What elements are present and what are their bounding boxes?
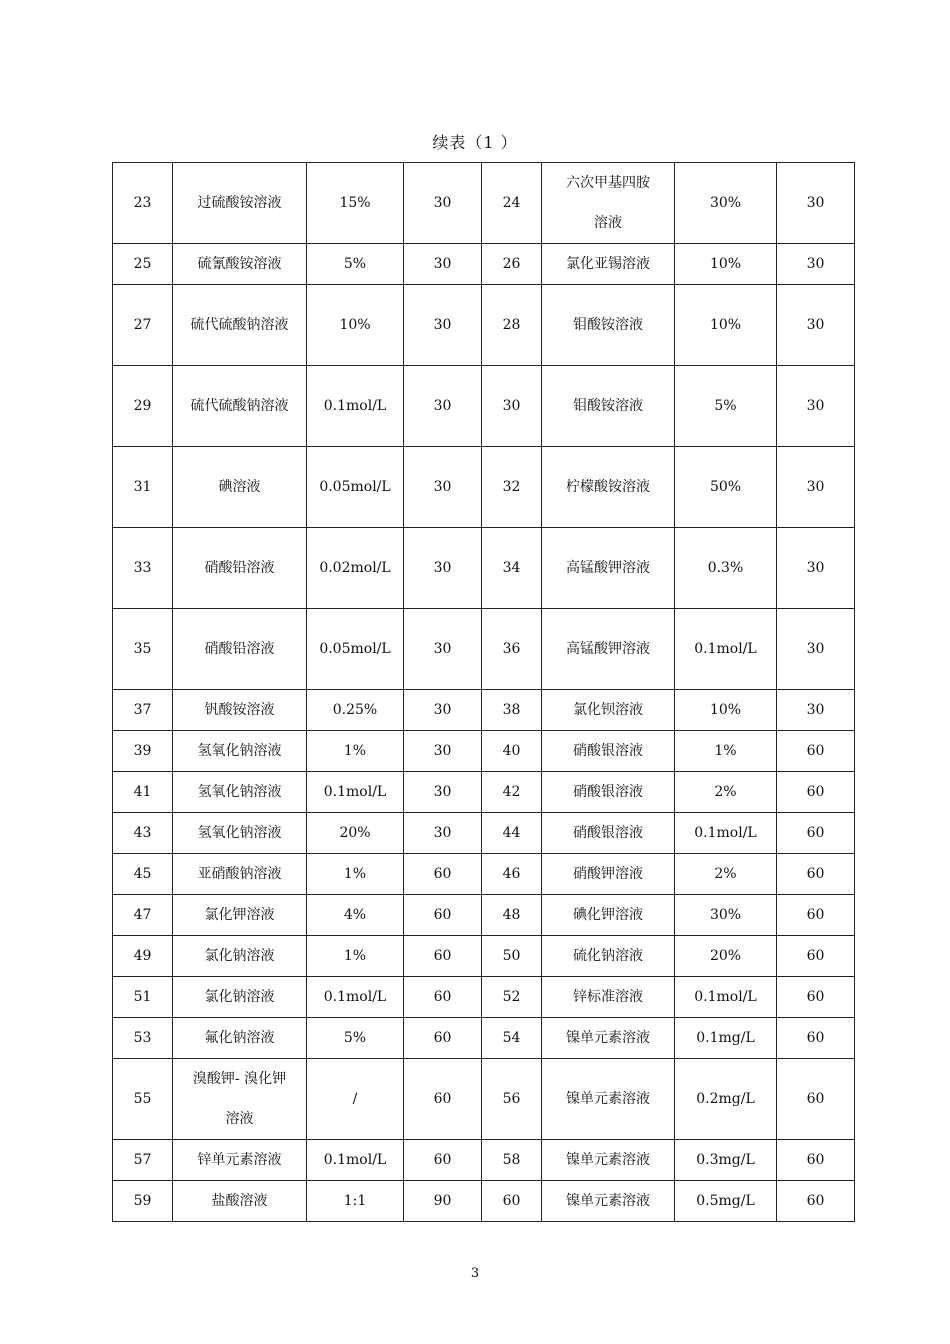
serial-cell: 46 <box>482 854 542 895</box>
value-cell: 60 <box>777 772 855 813</box>
reagent-name-cell: 碘化钾溶液 <box>542 895 675 936</box>
value-cell: 30 <box>777 285 855 366</box>
concentration-cell: 0.1mol/L <box>307 977 404 1018</box>
reagent-name-cell: 硝酸铅溶液 <box>173 609 307 690</box>
reagent-name-cell: 镍单元素溶液 <box>542 1059 675 1140</box>
table-row <box>113 854 855 895</box>
value-cell: 60 <box>404 854 482 895</box>
serial-cell: 47 <box>113 895 173 936</box>
serial-cell: 44 <box>482 813 542 854</box>
concentration-cell: 0.1mol/L <box>307 366 404 447</box>
value-cell: 30 <box>404 731 482 772</box>
reagent-name-cell: 硫代硫酸钠溶液 <box>173 366 307 447</box>
concentration-cell: 0.1mol/L <box>307 772 404 813</box>
concentration-cell: 20% <box>307 813 404 854</box>
reagent-name-cell: 氟化钠溶液 <box>173 1018 307 1059</box>
concentration-cell: 1% <box>675 731 777 772</box>
reagent-name-cell: 溴酸钾- 溴化钾溶液 <box>173 1059 307 1140</box>
value-cell: 60 <box>777 977 855 1018</box>
serial-cell: 50 <box>482 936 542 977</box>
serial-cell: 40 <box>482 731 542 772</box>
reagent-name-cell: 六次甲基四胺溶液 <box>542 163 675 244</box>
serial-cell: 45 <box>113 854 173 895</box>
reagent-name-cell: 氯化钡溶液 <box>542 690 675 731</box>
concentration-cell: 0.1mol/L <box>675 813 777 854</box>
value-cell: 30 <box>404 244 482 285</box>
table-row <box>113 813 855 854</box>
concentration-cell: 0.1mg/L <box>675 1018 777 1059</box>
value-cell: 30 <box>777 366 855 447</box>
serial-cell: 42 <box>482 772 542 813</box>
concentration-cell: 0.02mol/L <box>307 528 404 609</box>
serial-cell: 60 <box>482 1181 542 1222</box>
concentration-cell: 30% <box>675 895 777 936</box>
table-row <box>113 528 855 609</box>
concentration-cell: 4% <box>307 895 404 936</box>
reagent-name-cell: 镍单元素溶液 <box>542 1181 675 1222</box>
value-cell: 30 <box>404 163 482 244</box>
value-cell: 30 <box>777 163 855 244</box>
concentration-cell: 0.05mol/L <box>307 609 404 690</box>
value-cell: 30 <box>404 813 482 854</box>
page-number: 3 <box>470 1266 480 1281</box>
table-row <box>113 690 855 731</box>
reagent-name-cell: 氯化钠溶液 <box>173 977 307 1018</box>
value-cell: 30 <box>404 528 482 609</box>
serial-cell: 32 <box>482 447 542 528</box>
reagent-name-cell: 镍单元素溶液 <box>542 1018 675 1059</box>
reagent-name-cell: 硝酸钾溶液 <box>542 854 675 895</box>
serial-cell: 33 <box>113 528 173 609</box>
reagent-name-cell: 硝酸铅溶液 <box>173 528 307 609</box>
serial-cell: 27 <box>113 285 173 366</box>
concentration-cell: 1% <box>307 731 404 772</box>
serial-cell: 54 <box>482 1018 542 1059</box>
value-cell: 30 <box>777 690 855 731</box>
reagent-name-cell: 硫代硫酸钠溶液 <box>173 285 307 366</box>
serial-cell: 28 <box>482 285 542 366</box>
concentration-cell: 0.05mol/L <box>307 447 404 528</box>
reagent-name-cell: 钼酸铵溶液 <box>542 285 675 366</box>
table-row <box>113 936 855 977</box>
concentration-cell: 5% <box>307 1018 404 1059</box>
concentration-cell: 0.25% <box>307 690 404 731</box>
concentration-cell: 1% <box>307 936 404 977</box>
value-cell: 60 <box>777 813 855 854</box>
serial-cell: 36 <box>482 609 542 690</box>
reagent-name-cell: 碘溶液 <box>173 447 307 528</box>
reagent-name-cell: 柠檬酸铵溶液 <box>542 447 675 528</box>
value-cell: 60 <box>777 1140 855 1181</box>
reagent-name-cell: 亚硝酸钠溶液 <box>173 854 307 895</box>
serial-cell: 25 <box>113 244 173 285</box>
serial-cell: 38 <box>482 690 542 731</box>
value-cell: 60 <box>777 895 855 936</box>
reagent-name-cell: 氢氧化钠溶液 <box>173 731 307 772</box>
serial-cell: 59 <box>113 1181 173 1222</box>
concentration-cell: 0.1mol/L <box>675 977 777 1018</box>
value-cell: 60 <box>404 977 482 1018</box>
concentration-cell: 10% <box>675 285 777 366</box>
serial-cell: 48 <box>482 895 542 936</box>
table-row <box>113 977 855 1018</box>
serial-cell: 52 <box>482 977 542 1018</box>
table-row <box>113 285 855 366</box>
reagent-name-cell: 高锰酸钾溶液 <box>542 609 675 690</box>
table-caption: 续表（1 ） <box>432 133 518 152</box>
table-row <box>113 731 855 772</box>
serial-cell: 43 <box>113 813 173 854</box>
serial-cell: 58 <box>482 1140 542 1181</box>
concentration-cell: 2% <box>675 772 777 813</box>
value-cell: 60 <box>404 1140 482 1181</box>
serial-cell: 34 <box>482 528 542 609</box>
concentration-cell: 30% <box>675 163 777 244</box>
reagent-name-cell: 硫化钠溶液 <box>542 936 675 977</box>
concentration-cell: 0.1mol/L <box>675 609 777 690</box>
reagent-name-cell: 锌单元素溶液 <box>173 1140 307 1181</box>
concentration-cell: 5% <box>307 244 404 285</box>
value-cell: 60 <box>777 1059 855 1140</box>
reagent-name-cell: 氯化亚锡溶液 <box>542 244 675 285</box>
concentration-cell: 0.1mol/L <box>307 1140 404 1181</box>
serial-cell: 55 <box>113 1059 173 1140</box>
table-row <box>113 447 855 528</box>
serial-cell: 35 <box>113 609 173 690</box>
value-cell: 30 <box>404 285 482 366</box>
table-row <box>113 244 855 285</box>
reagent-name-cell: 氢氧化钠溶液 <box>173 772 307 813</box>
reagent-name-cell: 镍单元素溶液 <box>542 1140 675 1181</box>
reagent-name-cell: 锌标准溶液 <box>542 977 675 1018</box>
value-cell: 30 <box>404 366 482 447</box>
serial-cell: 30 <box>482 366 542 447</box>
reagent-name-cell: 盐酸溶液 <box>173 1181 307 1222</box>
table-row <box>113 1181 855 1222</box>
table-row <box>113 366 855 447</box>
value-cell: 60 <box>777 1181 855 1222</box>
serial-cell: 57 <box>113 1140 173 1181</box>
reagent-name-cell: 硝酸银溶液 <box>542 731 675 772</box>
table-row <box>113 1059 855 1140</box>
concentration-cell: 0.3% <box>675 528 777 609</box>
table-row <box>113 895 855 936</box>
serial-cell: 24 <box>482 163 542 244</box>
value-cell: 30 <box>404 447 482 528</box>
reagent-name-cell: 钒酸铵溶液 <box>173 690 307 731</box>
reagent-name-cell: 氯化钾溶液 <box>173 895 307 936</box>
table-row <box>113 1018 855 1059</box>
serial-cell: 51 <box>113 977 173 1018</box>
value-cell: 30 <box>777 244 855 285</box>
concentration-cell: 50% <box>675 447 777 528</box>
value-cell: 90 <box>404 1181 482 1222</box>
serial-cell: 49 <box>113 936 173 977</box>
concentration-cell: 10% <box>675 690 777 731</box>
table-row <box>113 772 855 813</box>
serial-cell: 53 <box>113 1018 173 1059</box>
concentration-cell: 0.2mg/L <box>675 1059 777 1140</box>
concentration-cell: 5% <box>675 366 777 447</box>
concentration-cell: / <box>307 1059 404 1140</box>
concentration-cell: 10% <box>675 244 777 285</box>
table-row <box>113 609 855 690</box>
value-cell: 30 <box>777 609 855 690</box>
value-cell: 60 <box>777 936 855 977</box>
value-cell: 30 <box>404 690 482 731</box>
reagent-name-cell: 氢氧化钠溶液 <box>173 813 307 854</box>
serial-cell: 37 <box>113 690 173 731</box>
value-cell: 30 <box>777 447 855 528</box>
reagent-name-cell: 高锰酸钾溶液 <box>542 528 675 609</box>
reagent-name-cell: 硫氰酸铵溶液 <box>173 244 307 285</box>
serial-cell: 23 <box>113 163 173 244</box>
value-cell: 60 <box>404 1018 482 1059</box>
serial-cell: 29 <box>113 366 173 447</box>
table-row <box>113 1140 855 1181</box>
concentration-cell: 15% <box>307 163 404 244</box>
serial-cell: 31 <box>113 447 173 528</box>
serial-cell: 26 <box>482 244 542 285</box>
reagent-name-cell: 氯化钠溶液 <box>173 936 307 977</box>
concentration-cell: 0.3mg/L <box>675 1140 777 1181</box>
concentration-cell: 1% <box>307 854 404 895</box>
concentration-cell: 20% <box>675 936 777 977</box>
reagent-name-cell: 硝酸银溶液 <box>542 772 675 813</box>
reagent-name-cell: 过硫酸铵溶液 <box>173 163 307 244</box>
concentration-cell: 10% <box>307 285 404 366</box>
value-cell: 60 <box>777 1018 855 1059</box>
serial-cell: 39 <box>113 731 173 772</box>
value-cell: 60 <box>404 895 482 936</box>
value-cell: 30 <box>404 772 482 813</box>
value-cell: 30 <box>404 609 482 690</box>
concentration-cell: 2% <box>675 854 777 895</box>
reagent-name-cell: 硝酸银溶液 <box>542 813 675 854</box>
serial-cell: 41 <box>113 772 173 813</box>
value-cell: 60 <box>404 936 482 977</box>
concentration-cell: 0.5mg/L <box>675 1181 777 1222</box>
value-cell: 30 <box>777 528 855 609</box>
value-cell: 60 <box>404 1059 482 1140</box>
value-cell: 60 <box>777 854 855 895</box>
concentration-cell: 1:1 <box>307 1181 404 1222</box>
reagent-table <box>112 162 855 1222</box>
value-cell: 60 <box>777 731 855 772</box>
reagent-name-cell: 钼酸铵溶液 <box>542 366 675 447</box>
table-row <box>113 163 855 244</box>
serial-cell: 56 <box>482 1059 542 1140</box>
